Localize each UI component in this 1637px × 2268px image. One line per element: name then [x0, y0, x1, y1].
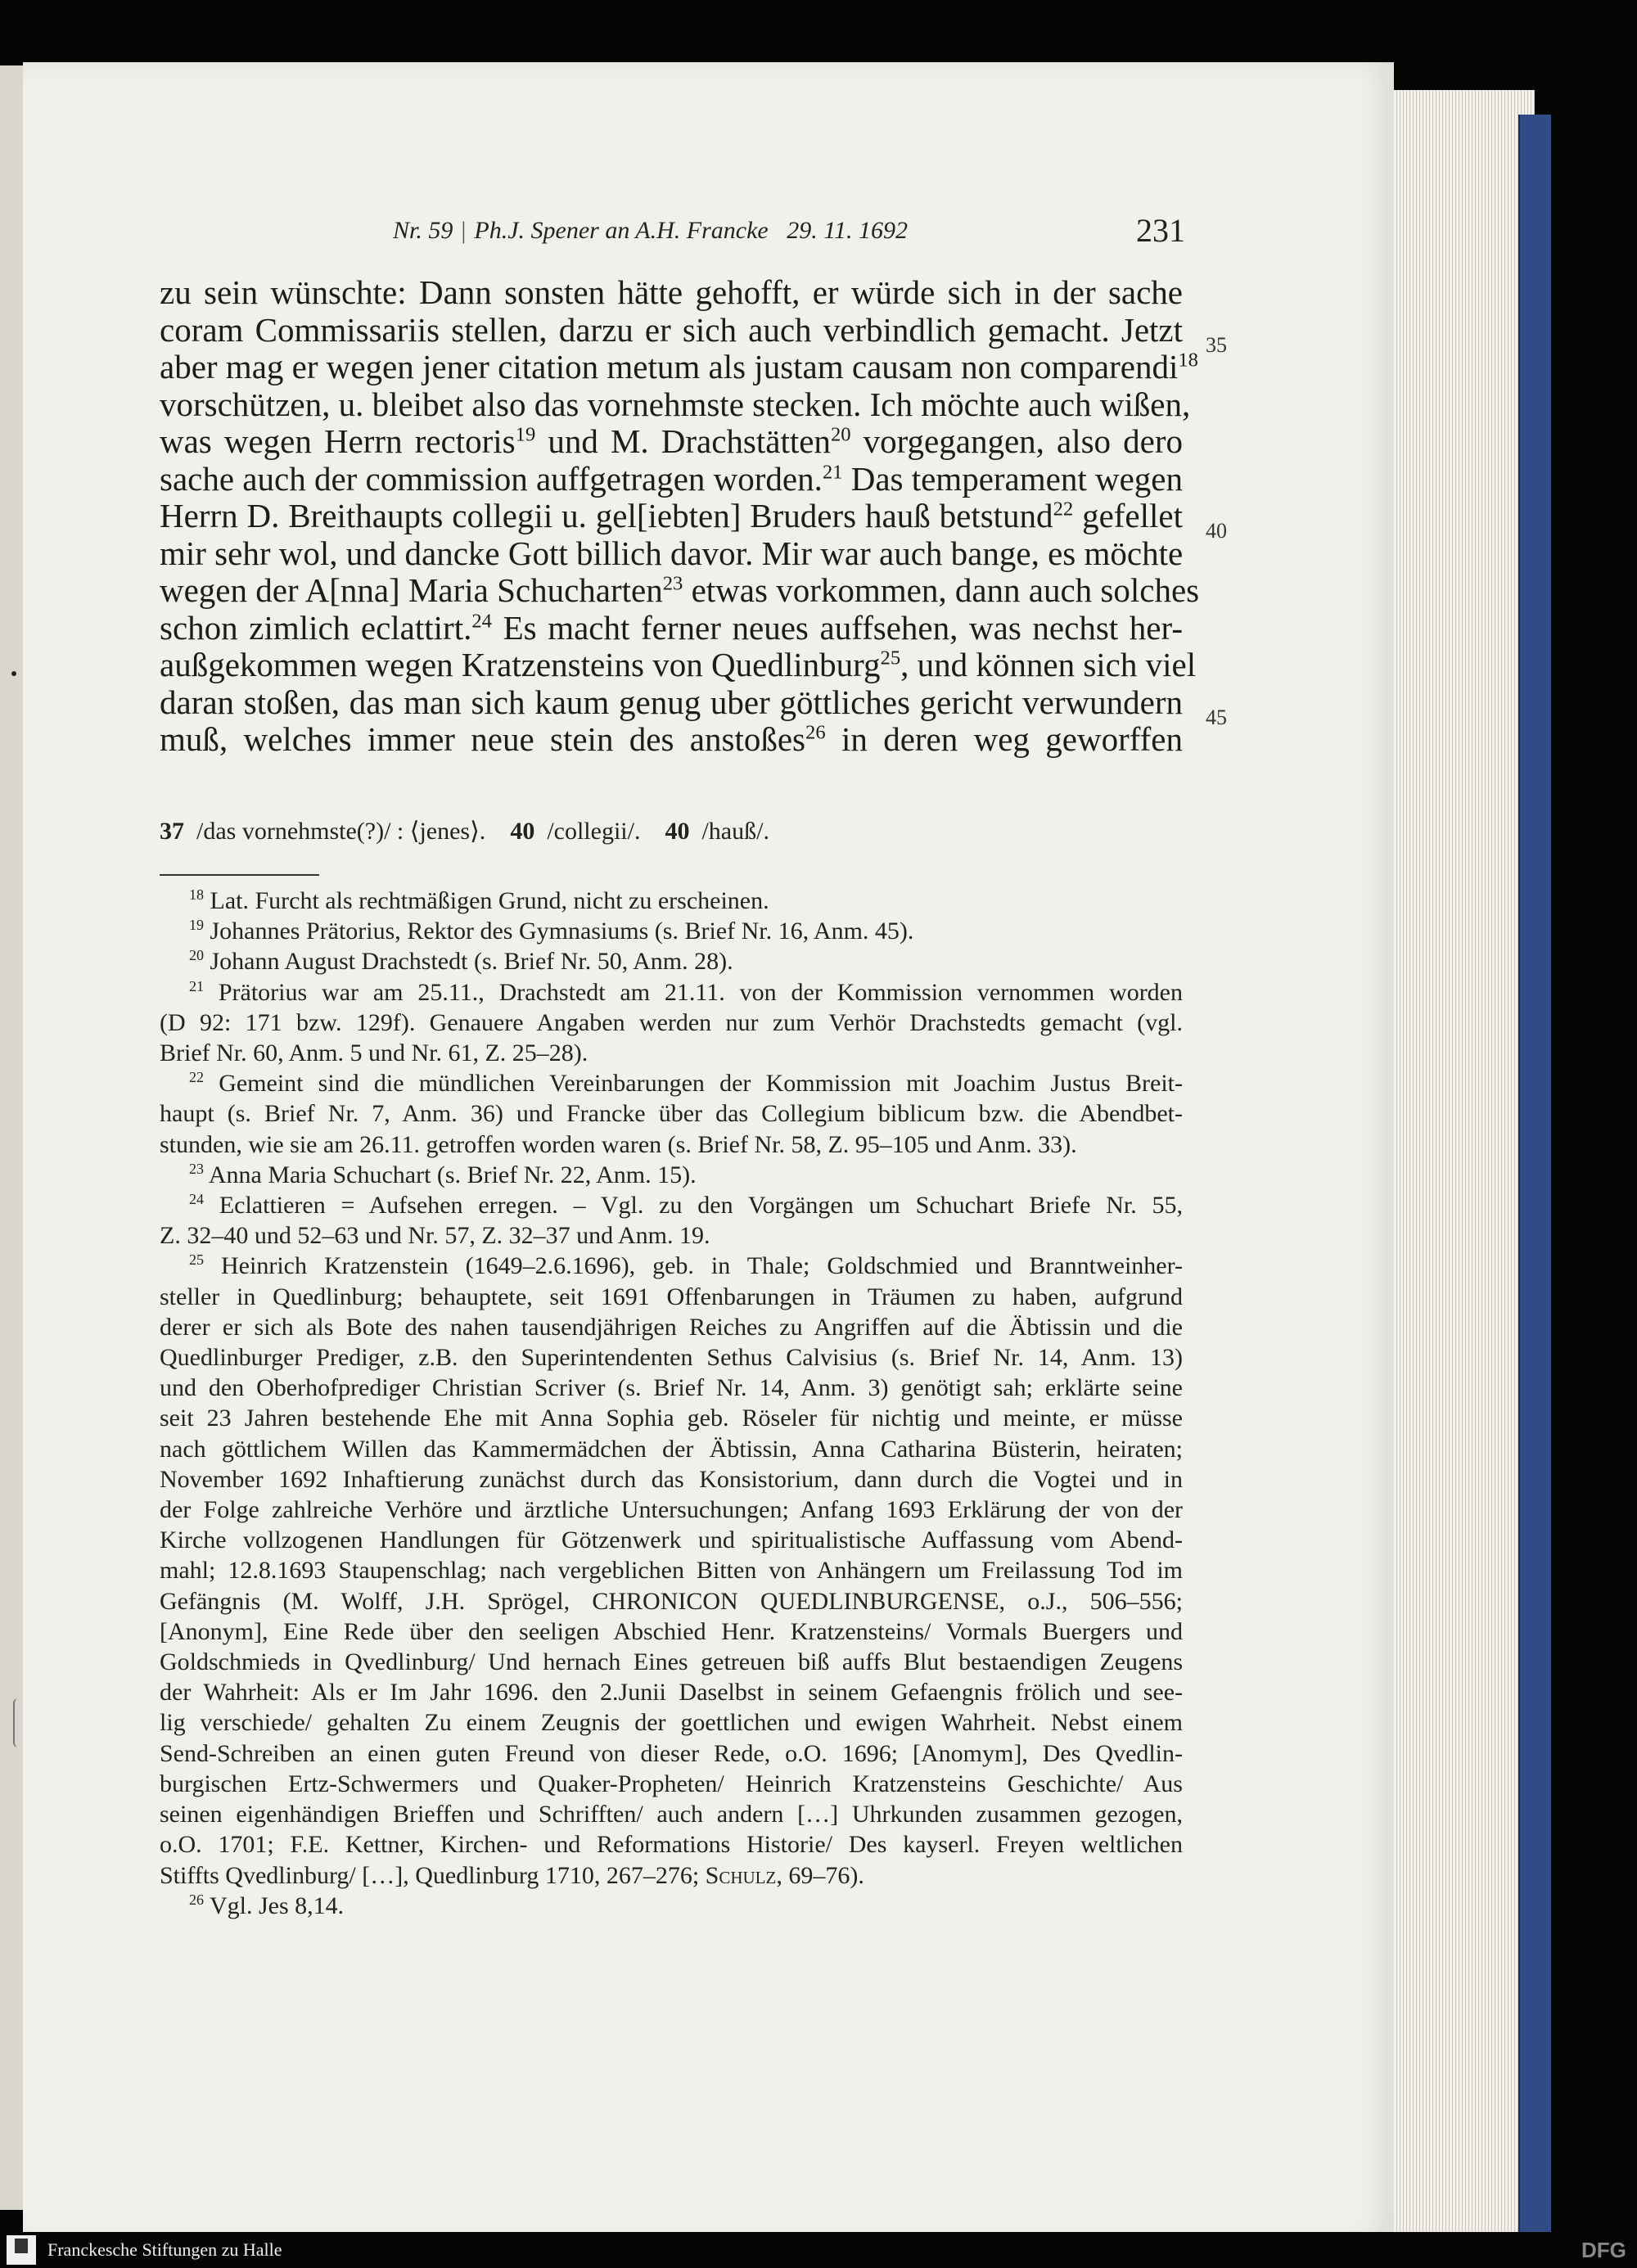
text-line [160, 348, 1198, 386]
main-text [160, 273, 1200, 759]
text-run: sache auch der commission auffgetragen worden. [160, 459, 823, 498]
footnote-line [160, 1525, 1183, 1555]
text-run: daran stoßen, das man sich kaum genug uber göttliches gericht verwundern [160, 683, 1183, 721]
footnote-text: Brief Nr. 60, Anm. 5 und Nr. 61, Z. 25–28). [160, 1039, 589, 1067]
line-number: 45 [1206, 706, 1227, 729]
footnote-line [160, 1707, 1183, 1738]
text-run: Das temperament wegen [842, 459, 1183, 498]
footnote-ref[interactable]: 26 [805, 721, 826, 744]
footnote-line [160, 946, 1183, 976]
footnote-text: stunden, wie sie am 26.11. getroffen worden waren (s. Brief Nr. 58, Z. 95–105 und Anm. 33). [160, 1130, 1077, 1158]
footnote-text: seit 23 Jahren bestehende Ehe mit Anna Sophia geb. Röseler für nichtig und meinte, er müsse [160, 1405, 1183, 1432]
apparatus-entry: /collegii/. [547, 818, 641, 845]
footnote-text: Quedlinburger Prediger, z.B. den Superintendenten Sethus Calvisius (s. Brief Nr. 14, Anm. 13) [160, 1344, 1183, 1372]
text-run: muß, welches immer neue stein des anstoßes [160, 720, 806, 758]
footnote-number: 18 [189, 886, 204, 903]
footnote-text: Kirche vollzogenen Handlungen für Götzenwerk und spiritualistische Auffassung vom Abend- [160, 1526, 1183, 1554]
footnote-text: (D 92: 171 bzw. 129f). Genauere Angaben werden nur zum Verhör Drachstedts gemacht (vgl. [160, 1008, 1183, 1036]
text-line [160, 684, 1183, 722]
text-run: etwas vorkommen, dann auch solches [683, 571, 1200, 609]
footnote-text: Goldschmieds in Qvedlinburg/ Und hernach Eines getreuen biß auffs Blut bestaendigen Zeugens [160, 1648, 1183, 1676]
text-line [160, 423, 1183, 461]
footnote-line [160, 886, 1183, 916]
footnote-text: Gefängnis (M. Wolff, J.H. Sprögel, CHRONICON QUEDLINBURGENSE, o.J., 506–556; [160, 1587, 1183, 1615]
text-line [160, 312, 1183, 349]
footnote-text: o.O. 1701; F.E. Kettner, Kirchen- und Reformations Historie/ Des kayserl. Freyen weltlichen [160, 1831, 1183, 1859]
margin-bracket [13, 1698, 20, 1747]
footnote-text: Z. 32–40 und 52–63 und Nr. 57, Z. 32–37 und Anm. 19. [160, 1222, 710, 1250]
text-run: coram Commissariis stellen, darzu er sich auch verbindlich gemacht. Jetzt [160, 310, 1183, 349]
text-line [160, 498, 1183, 535]
footnote-line [160, 1038, 1183, 1068]
footnote [160, 977, 1183, 1069]
footnote-line [160, 1098, 1183, 1129]
apparatus-line-ref: 40 [510, 818, 535, 845]
footnote-number: 21 [189, 977, 204, 994]
footnote-text: Send-Schreiben an einen guten Freund von dieser Rede, o.O. 1696; [Anomym], Des Qvedlin- [160, 1739, 1183, 1767]
footnote-line [160, 1129, 1183, 1160]
footnote-line [160, 916, 1183, 946]
footnote-text: Johannes Prätorius, Rektor des Gymnasiums (s. Brief Nr. 16, Anm. 45). [210, 918, 914, 945]
footnote-line [160, 1160, 1183, 1190]
page-stack-edges [1387, 90, 1535, 2234]
critical-apparatus [160, 817, 769, 845]
footnote-text: seinen eigenhändigen Brieffen und Schrifften/ auch andern […] Uhrkunden zusammen gezogen, [160, 1801, 1183, 1828]
footnote [160, 1160, 1183, 1190]
running-header: Nr. 59 | Ph.J. Spener an A.H. Francke 29. 11. 1692 [393, 217, 908, 244]
footnote-ref[interactable]: 20 [830, 423, 851, 446]
footnote-line [160, 1677, 1183, 1707]
footnote-ref[interactable]: 22 [1053, 498, 1074, 521]
footnote [160, 1251, 1183, 1890]
footnote-rule [160, 874, 319, 876]
footnote-line [160, 1282, 1183, 1312]
text-run: wegen der A[nna] Maria Schucharten [160, 571, 663, 609]
footnote-line [160, 1586, 1183, 1616]
footnote-line [160, 1068, 1183, 1098]
text-run: schon zimlich eclattirt. [160, 608, 472, 647]
text-run: aber mag er wegen jener citation metum als justam causam non comparendi [160, 348, 1179, 386]
footnote-text: burgischen Ertz-Schwermers und Quaker-Propheten/ Heinrich Kratzensteins Geschichte/ Aus [160, 1770, 1183, 1797]
footnote-text: der Folge zahlreiche Verhöre und ärztliche Untersuchungen; Anfang 1693 Erklärung der von der [160, 1496, 1183, 1524]
footnote-text: Heinrich Kratzenstein (1649–2.6.1696), geb. in Thale; Goldschmied und Branntweinher- [221, 1252, 1184, 1280]
footnotes [160, 886, 1183, 1921]
text-line [160, 274, 1183, 312]
text-line [160, 721, 1183, 759]
footnote-text: und den Oberhofprediger Christian Scriver (s. Brief Nr. 14, Anm. 3) genötigt sah; erklärte seine [160, 1374, 1183, 1402]
footnote-text: Eclattieren = Aufsehen erregen. – Vgl. zu den Vorgängen um Schuchart Briefe Nr. 55, [219, 1192, 1183, 1220]
apparatus-line-ref: 40 [665, 818, 690, 845]
footnote-line [160, 1403, 1183, 1433]
institution-logo [7, 2235, 36, 2265]
footnote-ref[interactable]: 19 [515, 423, 536, 446]
footnote [160, 886, 1183, 916]
text-line [160, 646, 1197, 684]
text-run: gefellet [1073, 497, 1183, 534]
text-line [160, 535, 1183, 573]
footnote-number: 20 [189, 947, 204, 964]
footnote-line [160, 1891, 1183, 1921]
footnote-text: November 1692 Inhaftierung zunächst durch das Konsistorium, dann durch die Vogtei und in [160, 1465, 1183, 1493]
footnote-text: Anna Maria Schuchart (s. Brief Nr. 22, Anm. 15). [208, 1161, 697, 1188]
footnote-line [160, 1434, 1183, 1464]
text-line [160, 461, 1183, 498]
footnote-text: Stiffts Qvedlinburg/ […], Quedlinburg 1710, 267–276; Schulz, 69–76). [160, 1861, 864, 1889]
footnote-text: nach göttlichem Willen das Kammermädchen der Äbtissin, Anna Catharina Büsterin, heiraten; [160, 1435, 1183, 1463]
book-cover-blue [1518, 115, 1551, 2247]
margin-dot [11, 671, 16, 676]
text-line [160, 571, 1200, 610]
footnote-line [160, 1373, 1183, 1403]
page-number: 231 [1136, 212, 1185, 249]
apparatus-line-ref: 37 [160, 818, 184, 845]
footnote [160, 1891, 1183, 1921]
footnote-text: steller in Quedlinburg; behauptete, seit 1691 Offenbarungen in Träumen zu haben, aufgrund [160, 1283, 1183, 1310]
footnote-text: derer er sich als Bote des nahen tausendjährigen Reiches zu Angriffen auf die Äbtissin und die [160, 1313, 1183, 1341]
footnote-text: Lat. Furcht als rechtmäßigen Grund, nicht zu erscheinen. [210, 887, 769, 914]
footnote-line [160, 1799, 1183, 1829]
text-run: vorschützen, u. bleibet also das vornehmste stecken. Ich möchte auch wißen, [160, 385, 1191, 423]
footnote-ref[interactable]: 25 [880, 647, 901, 670]
footnote [160, 1068, 1183, 1160]
footnote-ref[interactable]: 23 [662, 572, 683, 595]
text-run: mir sehr wol, und dancke Gott billich davor. Mir war auch bange, es möchte [160, 534, 1184, 572]
footnote-text: [Anonym], Eine Rede über den seeligen Abschied Henr. Kratzensteins/ Vormals Buergers und [160, 1617, 1183, 1645]
text-line [160, 610, 1183, 647]
letter-title: Ph.J. Spener an A.H. Francke [474, 217, 769, 244]
footnote-text: Prätorius war am 25.11., Drachstedt am 21.11. von der Kommission vernommen worden [218, 978, 1183, 1006]
footnote-ref[interactable]: 24 [471, 609, 492, 632]
text-run: und M. Drachstätten [535, 422, 831, 460]
footnote-line [160, 1190, 1183, 1220]
dfg-logo: DFG [1581, 2238, 1626, 2262]
apparatus-entry: /hauß/. [701, 818, 769, 845]
line-number: 40 [1206, 519, 1227, 543]
institution-name: Franckesche Stiftungen zu Halle [47, 2239, 282, 2260]
text-run: zu sein wünschte: Dann sonsten hätte gehofft, er würde sich in der sache [160, 273, 1183, 311]
text-line [160, 385, 1191, 424]
footnote-number: 24 [189, 1191, 204, 1208]
footnote-ref[interactable]: 18 [1178, 349, 1198, 372]
footnote-line [160, 1829, 1183, 1860]
footnote-text: lig verschiede/ gehalten Zu einem Zeugnis der goettlichen und ewigen Wahrheit. Nebst einem [160, 1709, 1183, 1737]
footnote-line [160, 1495, 1183, 1525]
footnote-text: Gemeint sind die mündlichen Vereinbarungen der Kommission mit Joachim Justus Breit- [219, 1070, 1183, 1098]
line-number: 35 [1206, 333, 1227, 357]
text-run: was wegen Herrn rectoris [160, 422, 516, 460]
text-run: vorgegangen, also dero [850, 422, 1183, 460]
footnote-number: 19 [189, 917, 204, 934]
footnote-number: 22 [189, 1069, 204, 1086]
footnote-line [160, 1769, 1183, 1799]
footnote-text: Johann August Drachstedt (s. Brief Nr. 50, Anm. 28). [210, 948, 733, 976]
footnote-text: haupt (s. Brief Nr. 7, Anm. 36) und Francke über das Collegium biblicum bzw. die Abendbet- [160, 1100, 1183, 1128]
text-run: , und können sich viel [900, 646, 1197, 683]
footnote-text: der Wahrheit: Als er Im Jahr 1696. den 2.Junii Daselbst in seinem Gefaengnis frölich und see- [160, 1679, 1183, 1707]
letter-number: Nr. 59 [393, 217, 453, 244]
footnote-number: 23 [189, 1160, 204, 1177]
footnote-ref[interactable]: 21 [822, 460, 843, 483]
footnote-line [160, 977, 1183, 1008]
footnote-line [160, 1738, 1183, 1769]
footnote-line [160, 1647, 1183, 1677]
apparatus-entry: /das vornehmste(?)/ : ⟨jenes⟩. [196, 818, 486, 845]
footnote-line [160, 1008, 1183, 1038]
footnote-line [160, 1616, 1183, 1647]
text-run: Herrn D. Breithaupts collegii u. gel[iebten] Bruders hauß betstund [160, 497, 1053, 534]
footnote-number: 25 [189, 1251, 204, 1269]
footnote-line [160, 1251, 1183, 1281]
footnote-number: 26 [189, 1891, 204, 1908]
footnote-text: mahl; 12.8.1693 Staupenschlag; nach vergeblichen Bitten von Anhängern um Freilassung Tod im [160, 1557, 1183, 1585]
footnote-line [160, 1312, 1183, 1342]
footnote [160, 916, 1183, 946]
footnote-line [160, 1860, 1183, 1891]
text-run: in deren weg geworffen [825, 720, 1183, 758]
text-run: Es macht ferner neues auffsehen, was nechst her- [491, 608, 1183, 647]
footnote [160, 946, 1183, 976]
footnote-text: Vgl. Jes 8,14. [209, 1892, 345, 1919]
footnote-line [160, 1220, 1183, 1251]
footnote [160, 1190, 1183, 1251]
footnote-line [160, 1555, 1183, 1585]
letter-date: 29. 11. 1692 [787, 217, 908, 244]
footnote-line [160, 1464, 1183, 1495]
text-run: außgekommen wegen Kratzensteins von Quedlinburg [160, 646, 881, 683]
footnote-line [160, 1342, 1183, 1373]
